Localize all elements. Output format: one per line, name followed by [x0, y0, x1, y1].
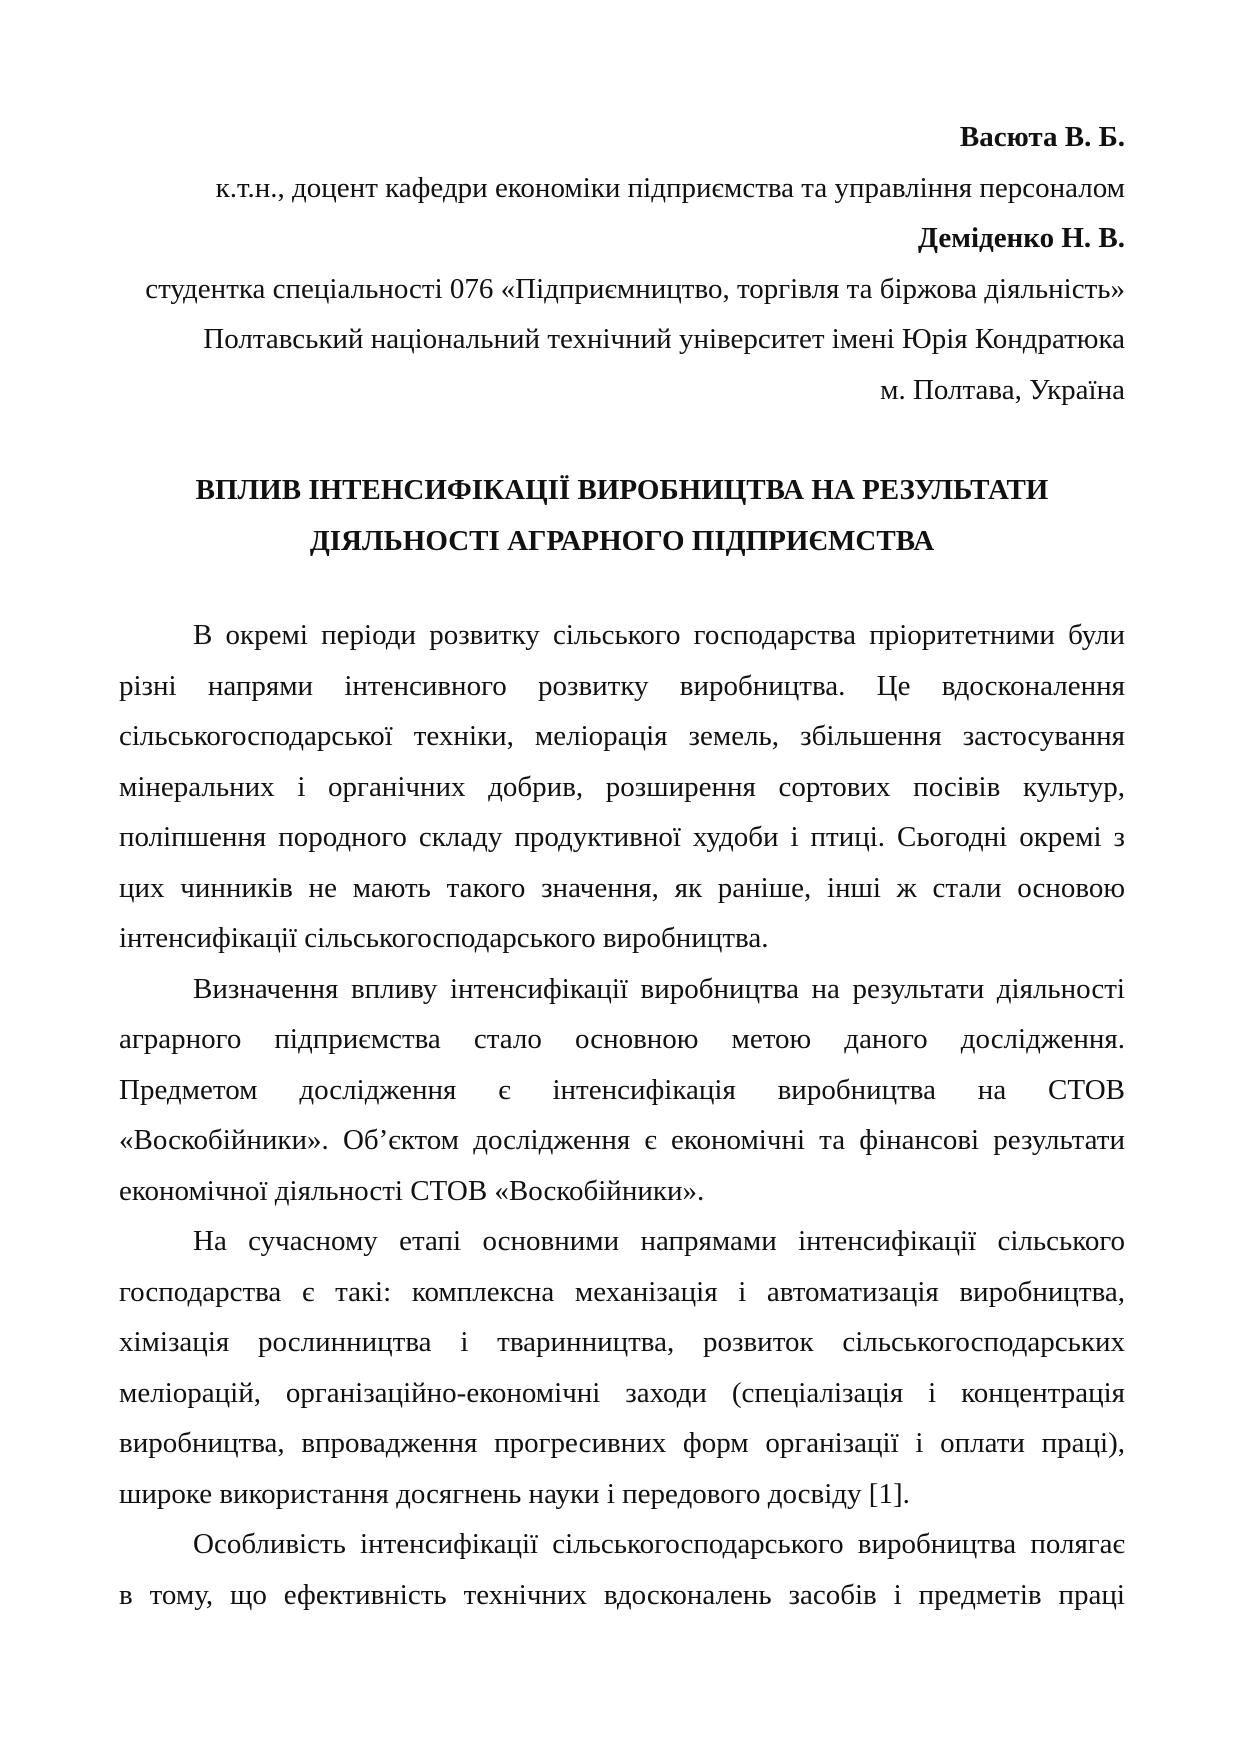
- paragraph-line: хімізація рослинництва і тваринництва, розвиток сільськогосподарських: [119, 1326, 1125, 1358]
- paragraph-line: в тому, що ефективність технічних вдосконалень засобів і предметів праці: [119, 1578, 1125, 1611]
- paragraph-line: Предметом дослідження є інтенсифікація виробництва на СТОВ: [119, 1073, 1125, 1106]
- title-line-2: ДІЯЛЬНОСТІ АГРАРНОГО ПІДПРИЄМСТВА: [309, 524, 935, 557]
- article-body: [119, 610, 1125, 1620]
- paragraph-line: На сучасному етапі основними напрямами інтенсифікації сільського: [193, 1225, 1125, 1257]
- paragraph: [119, 1519, 1125, 1620]
- paragraph-line: поліпшення породного складу продуктивної худоби і птиці. Сьогодні окремі з: [119, 821, 1125, 853]
- paragraph-line: В окремі періоди розвитку сільського господарства пріоритетними були: [193, 619, 1125, 651]
- paragraph-line: різні напрями інтенсивного розвитку виробництва. Це вдосконалення: [119, 669, 1125, 702]
- paragraph-line: економічної діяльності СТОВ «Воскобійники».: [119, 1174, 705, 1207]
- university: Полтавський національний технічний університет імені Юрія Кондратюка: [203, 323, 1125, 355]
- paragraph: [119, 610, 1125, 964]
- paragraph-line: сільськогосподарської техніки, меліорація земель, збільшення застосування: [119, 720, 1125, 752]
- paragraph: [119, 964, 1125, 1217]
- paragraph-line: мінеральних і органічних добрив, розширення сортових посівів культур,: [119, 770, 1125, 803]
- author-block: [119, 112, 1125, 415]
- paragraph-line: меліорацій, організаційно-економічні заходи (спеціалізація і концентрація: [119, 1376, 1125, 1409]
- title-line-1: ВПЛИВ ІНТЕНСИФІКАЦІЇ ВИРОБНИЦТВА НА РЕЗУЛЬТАТИ: [195, 474, 1049, 506]
- city: м. Полтава, Україна: [880, 373, 1125, 406]
- article-title: [119, 465, 1125, 566]
- paragraph-line: інтенсифікації сільськогосподарського виробництва.: [119, 922, 769, 954]
- author2-position: студентка спеціальності 076 «Підприємництво, торгівля та біржова діяльність»: [145, 272, 1125, 305]
- paragraph-line: цих чинників не мають такого значення, як раніше, інші ж стали основою: [119, 871, 1125, 904]
- paragraph-line: виробництва, впровадження прогресивних форм організації і оплати праці),: [119, 1427, 1125, 1459]
- paragraph-line: аграрного підприємства стало основною метою даного дослідження.: [119, 1023, 1125, 1055]
- paragraph-line: Особливість інтенсифікації сільськогосподарського виробництва полягає: [193, 1528, 1125, 1560]
- paragraph-line: «Воскобійники». Об’єктом дослідження є економічні та фінансові результати: [119, 1124, 1125, 1156]
- paragraph-line: Визначення впливу інтенсифікації виробництва на результати діяльності: [193, 972, 1125, 1005]
- author1-name: Васюта В. Б.: [959, 121, 1125, 153]
- author1-position: к.т.н., доцент кафедри економіки підприємства та управління персоналом: [215, 171, 1125, 204]
- paragraph: [119, 1216, 1125, 1519]
- paragraph-line: широке використання досягнень науки і передового досвіду [1].: [119, 1477, 910, 1510]
- author2-name: Деміденко Н. В.: [918, 222, 1125, 254]
- paragraph-line: господарства є такі: комплексна механізація і автоматизація виробництва,: [119, 1275, 1125, 1308]
